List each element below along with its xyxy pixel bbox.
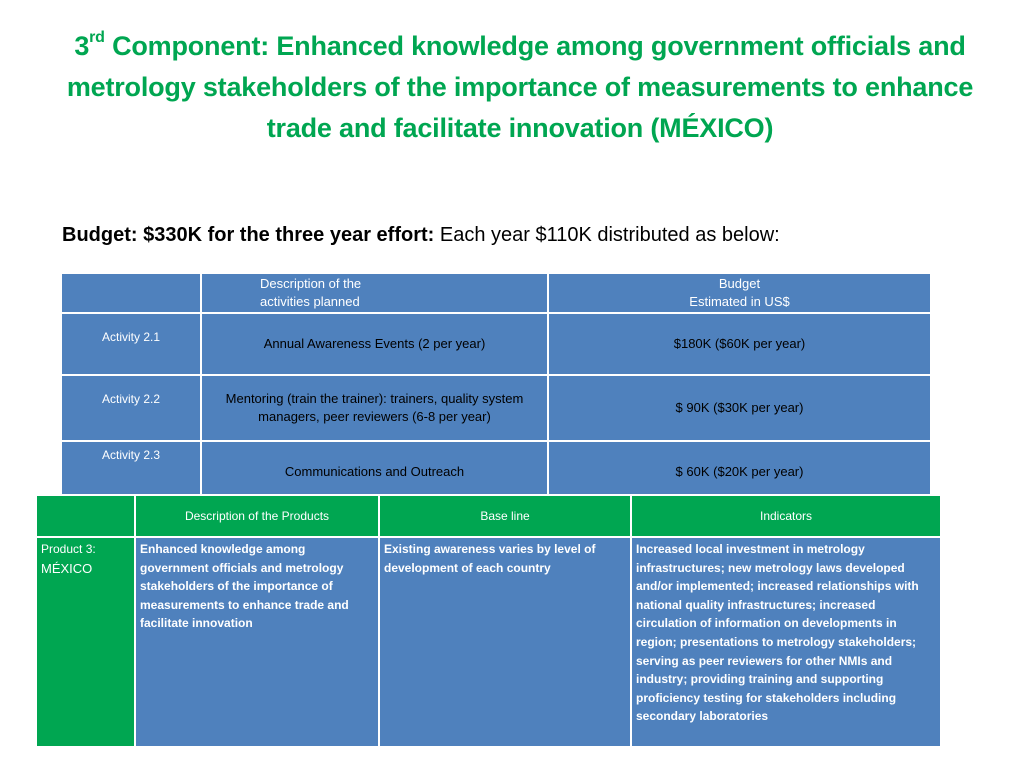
activities-header-budget (548, 273, 931, 313)
slide-title (60, 26, 980, 149)
activities-header-empty (61, 273, 201, 313)
activities-header-description-text: Description of the activities planned (260, 276, 362, 309)
activity-budget: $180K ($60K per year) (548, 313, 931, 375)
budget-line (62, 224, 780, 247)
table-row (61, 313, 931, 375)
table-row (36, 537, 941, 747)
activities-header-budget-text: Budget Estimated in US$ (689, 276, 790, 309)
products-header-description: Description of the Products (135, 495, 379, 537)
budget-bold-text: Budget: $330K for the three year effort: (62, 224, 435, 246)
product-description: Enhanced knowledge among government officials and metrology stakeholders of the importance of measurements to enhance trade and facilitate innovation (135, 537, 379, 747)
products-header-row (36, 495, 941, 537)
activity-budget: $ 60K ($20K per year) (548, 441, 931, 495)
activities-header-row (61, 273, 931, 313)
activity-label: Activity 2.2 (61, 375, 201, 441)
product-label-cell (36, 537, 135, 747)
product-label: Product 3: (41, 542, 96, 556)
products-table (35, 494, 942, 748)
activity-budget: $ 90K ($30K per year) (548, 375, 931, 441)
activities-header-description (201, 273, 548, 313)
product-baseline: Existing awareness varies by level of development of each country (379, 537, 631, 747)
products-header-indicators: Indicators (631, 495, 941, 537)
activity-label: Activity 2.3 (61, 441, 201, 495)
title-ordinal-suffix: rd (89, 29, 105, 46)
title-text: Component: Enhanced knowledge among government officials and metrology stakeholders of the importance of measurements to enhance trade and facilitate innovation (MÉXICO) (66, 31, 974, 143)
activity-label: Activity 2.1 (61, 313, 201, 375)
activities-table (60, 272, 932, 496)
table-row (61, 375, 931, 441)
products-header-empty (36, 495, 135, 537)
table-row (61, 441, 931, 495)
budget-normal-text: Each year $110K distributed as below: (434, 224, 780, 246)
title-ordinal-number: 3 (74, 31, 90, 61)
products-header-baseline: Base line (379, 495, 631, 537)
activity-description: Annual Awareness Events (2 per year) (201, 313, 548, 375)
product-indicators: Increased local investment in metrology infrastructures; new metrology laws developed and/or implemented; increased relationships with national quality infrastructures; increased circulation of information on developments in region; presentations to metrology stakeholders; serving as peer reviewers for other NMIs and industry; providing training and supporting proficiency testing for stakeholders including secondary laboratories (631, 537, 941, 747)
activity-description: Mentoring (train the trainer): trainers, quality system managers, peer reviewers (6-8 per year) (201, 375, 548, 441)
product-country: MÉXICO (41, 561, 93, 576)
activity-description: Communications and Outreach (201, 441, 548, 495)
